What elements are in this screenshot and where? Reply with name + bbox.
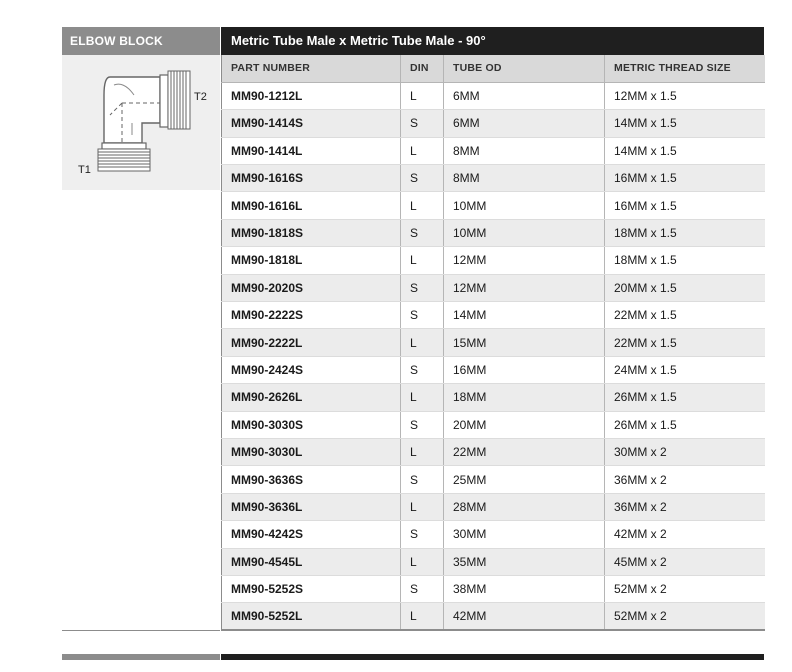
tube-od-cell: 38MM	[444, 575, 605, 602]
din-cell: S	[401, 466, 444, 493]
thread-size-cell: 52MM x 2	[605, 603, 765, 630]
din-cell: S	[401, 219, 444, 246]
tube-od-cell: 42MM	[444, 603, 605, 630]
table-row	[222, 438, 765, 465]
table-row	[222, 548, 765, 575]
thread-size-cell: 16MM x 1.5	[605, 192, 765, 219]
din-cell: L	[401, 192, 444, 219]
part-number-cell: MM90-1414S	[222, 110, 401, 137]
column-header-din: DIN	[401, 55, 444, 82]
thread-size-cell: 36MM x 2	[605, 493, 765, 520]
thread-size-cell: 36MM x 2	[605, 466, 765, 493]
table-row	[222, 411, 765, 438]
table-row	[222, 165, 765, 192]
thread-size-cell: 20MM x 1.5	[605, 274, 765, 301]
table-row	[222, 603, 765, 630]
footer-bar-right	[221, 654, 764, 660]
thread-size-cell: 26MM x 1.5	[605, 384, 765, 411]
footer-bar-left	[62, 654, 220, 660]
din-cell: L	[401, 247, 444, 274]
tube-od-cell: 6MM	[444, 110, 605, 137]
table-row	[222, 329, 765, 356]
table-row	[222, 384, 765, 411]
tube-od-cell: 15MM	[444, 329, 605, 356]
table-row	[222, 192, 765, 219]
tube-od-cell: 28MM	[444, 493, 605, 520]
tube-od-cell: 12MM	[444, 274, 605, 301]
thread-size-cell: 24MM x 1.5	[605, 356, 765, 383]
table-row	[222, 575, 765, 602]
part-number-cell: MM90-1212L	[222, 82, 401, 109]
din-cell: L	[401, 137, 444, 164]
tube-od-cell: 20MM	[444, 411, 605, 438]
thread-size-cell: 18MM x 1.5	[605, 247, 765, 274]
din-cell: L	[401, 384, 444, 411]
table-row	[222, 466, 765, 493]
table-row	[222, 82, 765, 109]
thread-size-cell: 22MM x 1.5	[605, 329, 765, 356]
thread-size-cell: 16MM x 1.5	[605, 165, 765, 192]
part-number-cell: MM90-1414L	[222, 137, 401, 164]
table-row	[222, 274, 765, 301]
thread-size-cell: 14MM x 1.5	[605, 137, 765, 164]
part-number-cell: MM90-5252L	[222, 603, 401, 630]
din-cell: S	[401, 356, 444, 383]
part-number-cell: MM90-2222L	[222, 329, 401, 356]
part-number-cell: MM90-3030L	[222, 438, 401, 465]
din-cell: S	[401, 165, 444, 192]
tube-od-cell: 8MM	[444, 137, 605, 164]
parts-table	[221, 55, 765, 631]
din-cell: S	[401, 302, 444, 329]
din-cell: S	[401, 274, 444, 301]
din-cell: S	[401, 521, 444, 548]
column-header-thread-size: METRIC THREAD SIZE	[605, 55, 765, 82]
din-cell: L	[401, 603, 444, 630]
table-header-row	[222, 55, 765, 82]
label-t1: T1	[78, 164, 91, 176]
part-number-cell: MM90-4242S	[222, 521, 401, 548]
table-row	[222, 137, 765, 164]
column-header-part-number: PART NUMBER	[222, 55, 401, 82]
thread-size-cell: 18MM x 1.5	[605, 219, 765, 246]
table-row	[222, 493, 765, 520]
tube-od-cell: 22MM	[444, 438, 605, 465]
tube-od-cell: 25MM	[444, 466, 605, 493]
part-number-cell: MM90-2020S	[222, 274, 401, 301]
part-number-cell: MM90-3030S	[222, 411, 401, 438]
thread-size-cell: 12MM x 1.5	[605, 82, 765, 109]
part-number-cell: MM90-2222S	[222, 302, 401, 329]
din-cell: L	[401, 493, 444, 520]
column-header-tube-od: TUBE OD	[444, 55, 605, 82]
divider	[62, 630, 220, 631]
tube-od-cell: 10MM	[444, 219, 605, 246]
table-row	[222, 356, 765, 383]
thread-size-cell: 42MM x 2	[605, 521, 765, 548]
section-title: ELBOW BLOCK	[62, 27, 220, 55]
tube-od-cell: 18MM	[444, 384, 605, 411]
thread-size-cell: 22MM x 1.5	[605, 302, 765, 329]
table-row	[222, 247, 765, 274]
thread-size-cell: 30MM x 2	[605, 438, 765, 465]
thread-size-cell: 26MM x 1.5	[605, 411, 765, 438]
part-number-cell: MM90-1818L	[222, 247, 401, 274]
tube-od-cell: 8MM	[444, 165, 605, 192]
din-cell: L	[401, 438, 444, 465]
table-row	[222, 219, 765, 246]
din-cell: S	[401, 110, 444, 137]
tube-od-cell: 6MM	[444, 82, 605, 109]
label-t2: T2	[194, 91, 207, 103]
thread-size-cell: 52MM x 2	[605, 575, 765, 602]
table-row	[222, 110, 765, 137]
tube-od-cell: 16MM	[444, 356, 605, 383]
table-row	[222, 521, 765, 548]
table-row	[222, 302, 765, 329]
din-cell: S	[401, 575, 444, 602]
tube-od-cell: 14MM	[444, 302, 605, 329]
din-cell: L	[401, 82, 444, 109]
tube-od-cell: 12MM	[444, 247, 605, 274]
part-number-cell: MM90-1818S	[222, 219, 401, 246]
tube-od-cell: 30MM	[444, 521, 605, 548]
part-number-cell: MM90-5252S	[222, 575, 401, 602]
din-cell: L	[401, 329, 444, 356]
din-cell: L	[401, 548, 444, 575]
part-number-cell: MM90-1616S	[222, 165, 401, 192]
thread-size-cell: 45MM x 2	[605, 548, 765, 575]
part-number-cell: MM90-2424S	[222, 356, 401, 383]
tube-od-cell: 35MM	[444, 548, 605, 575]
elbow-fitting-diagram	[62, 55, 220, 190]
table-title: Metric Tube Male x Metric Tube Male - 90°	[221, 27, 764, 55]
part-number-cell: MM90-3636S	[222, 466, 401, 493]
thread-size-cell: 14MM x 1.5	[605, 110, 765, 137]
part-number-cell: MM90-3636L	[222, 493, 401, 520]
part-number-cell: MM90-4545L	[222, 548, 401, 575]
part-number-cell: MM90-2626L	[222, 384, 401, 411]
din-cell: S	[401, 411, 444, 438]
tube-od-cell: 10MM	[444, 192, 605, 219]
part-number-cell: MM90-1616L	[222, 192, 401, 219]
